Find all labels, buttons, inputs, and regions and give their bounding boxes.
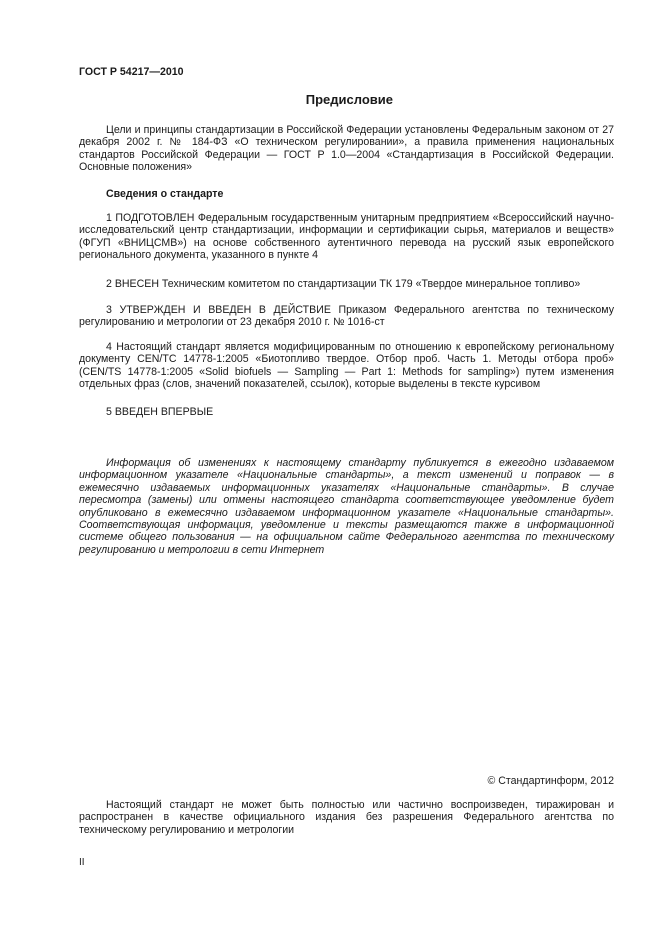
item-3-paragraph: 3 УТВЕРЖДЕН И ВВЕДЕН В ДЕЙСТВИЕ Приказом Федерального агентства по техническому регулированию и метрологии от 23 декабря 2010 г. № 1016-ст [79,304,614,329]
item-5-paragraph: 5 ВВЕДЕН ВПЕРВЫЕ [106,406,214,418]
section-heading: Сведения о стандарте [106,188,224,200]
change-notice-paragraph: Информация об изменениях к настоящему стандарту публикуется в ежегодно издаваемом информационном указателе «Национальные стандарты», а текст изменений и поправок — в ежемесячно издаваемых информационных указателях «Национальные стандарты». В случае пересмотра (замены) или отмены настоящего стандарта соответствующее уведомление будет опубликовано в ежемесячно издаваемом информационном указателе «Национальные стандарты». Соответствующая информация, уведомление и тексты размещаются также в информационной системе общего пользования — на официальном сайте Федерального агентства по техническому регулированию и метрологии в сети Интернет [79,457,614,556]
document-code: ГОСТ Р 54217—2010 [79,66,184,78]
intro-paragraph: Цели и принципы стандартизации в Российской Федерации установлены Федеральным законом от 27 декабря 2002 г. № 184-ФЗ «О техническом регулировании», а правила применения национальных стандартов Российской Федерации — ГОСТ Р 1.0—2004 «Стандартизация в Российской Федерации. Основные положения» [79,124,614,174]
page-number: II [79,857,85,868]
copyright-line: © Стандартинформ, 2012 [487,775,614,787]
item-2-paragraph: 2 ВНЕСЕН Техническим комитетом по стандартизации ТК 179 «Твердое минеральное топливо» [106,278,581,290]
reproduction-notice: Настоящий стандарт не может быть полностью или частично воспроизведен, тиражирован и распространен в качестве официального издания без разрешения Федерального агентства по техническому регулированию и метрологии [79,799,614,836]
page-title: Предисловие [305,92,393,107]
item-1-paragraph: 1 ПОДГОТОВЛЕН Федеральным государственным унитарным предприятием «Всероссийский научно-исследовательский центр стандартизации, информации и сертификации сырья, материалов и веществ» (ФГУП «ВНИЦСМВ») на основе собственного аутентичного перевода на русский язык европейского регионального документа, указанного в пункте 4 [79,212,614,262]
item-4-paragraph: 4 Настоящий стандарт является модифицированным по отношению к европейскому региональному документу CEN/TC 14778-1:2005 «Биотопливо твердое. Отбор проб. Часть 1. Методы отбора проб» (CEN/TS 14778-1:2005 «Solid biofuels — Sampling — Part 1: Methods for sampling») путем изменения отдельных фраз (слов, значений показателей, ссылок), которые выделены в тексте курсивом [79,341,614,391]
